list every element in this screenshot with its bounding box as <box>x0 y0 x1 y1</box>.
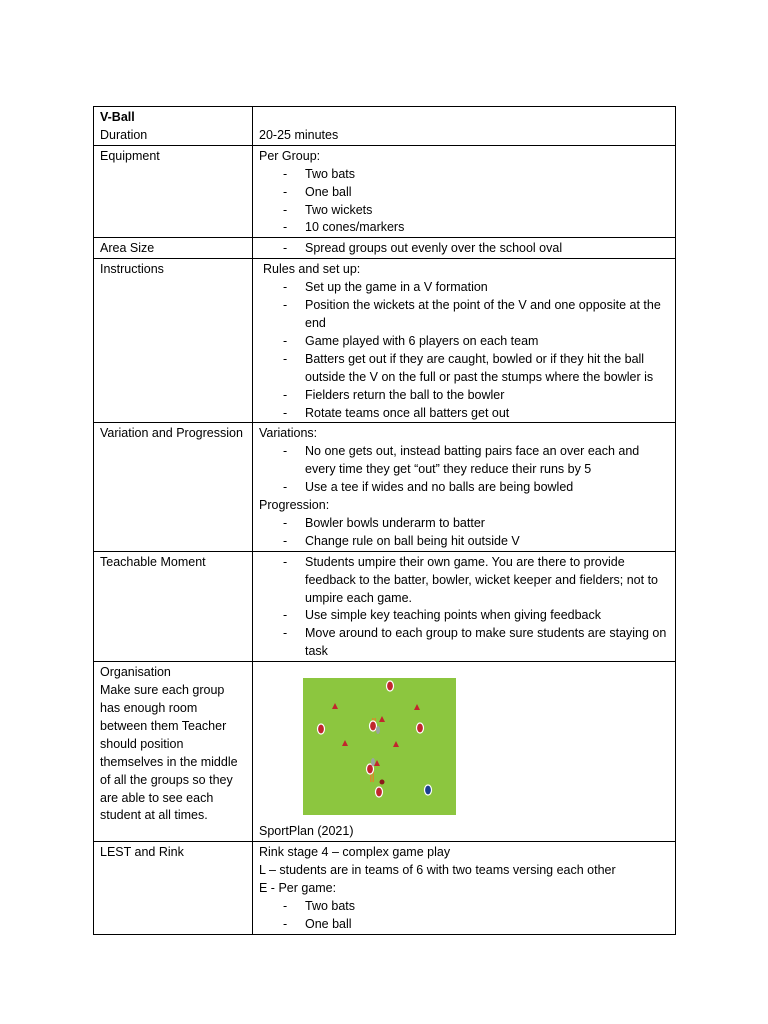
area-cell <box>253 238 676 259</box>
area-list <box>259 240 669 258</box>
row-title-label-cell <box>94 107 253 146</box>
lest-line: Rink stage 4 – complex game play <box>259 845 451 860</box>
instructions-heading: Rules and set up: <box>263 262 361 277</box>
list-item: - One ball <box>259 184 669 202</box>
teachable-cell <box>253 551 676 661</box>
progression-list <box>259 515 669 551</box>
organisation-cell <box>253 662 676 842</box>
row-area-size <box>94 238 676 259</box>
list-item: - Use simple key teaching points when giving feedback <box>259 607 669 625</box>
list-item: - Two bats <box>259 166 669 184</box>
lest-list <box>259 898 669 934</box>
organisation-text: Make sure each group has enough room between them Teacher should position themselves in the middle of all the groups so they are able to see each student at all times. <box>100 683 238 823</box>
player-icon <box>376 787 383 797</box>
player-icon <box>417 723 424 733</box>
teachable-label: Teachable Moment <box>94 551 253 661</box>
list-item: - Position the wickets at the point of the V and one opposite at the end <box>259 297 669 333</box>
list-item: - One ball <box>259 916 669 934</box>
list-item: - Change rule on ball being hit outside V <box>259 533 669 551</box>
organisation-label: Organisation <box>100 665 171 680</box>
instructions-cell <box>253 259 676 423</box>
list-item: - Game played with 6 players on each team <box>259 333 669 351</box>
duration-label: Duration <box>100 127 148 142</box>
organisation-label-cell <box>94 662 253 842</box>
row-organisation <box>94 662 676 842</box>
lest-line: E - Per game: <box>259 880 337 895</box>
player-icon <box>387 681 394 691</box>
list-item: - No one gets out, instead batting pairs face an over each and every time they get “out” they reduce their runs by 5 <box>259 443 669 479</box>
row-instructions <box>94 259 676 423</box>
equipment-label: Equipment <box>94 145 253 238</box>
player-icon <box>318 724 325 734</box>
instructions-label: Instructions <box>94 259 253 423</box>
variation-cell <box>253 423 676 551</box>
list-item: - Set up the game in a V formation <box>259 279 669 297</box>
title-spacer <box>259 109 669 127</box>
row-variation <box>94 423 676 551</box>
lest-line: L – students are in teams of 6 with two teams versing each other <box>259 863 616 877</box>
equipment-list <box>259 166 669 238</box>
player-icon <box>370 721 377 731</box>
list-item: - 10 cones/markers <box>259 219 669 237</box>
list-item: - Two bats <box>259 898 669 916</box>
activity-title: V-Ball <box>100 110 135 124</box>
variations-heading: Variations: <box>259 426 318 441</box>
row-title <box>94 107 676 146</box>
list-item: - Two wickets <box>259 202 669 220</box>
variations-list <box>259 443 669 497</box>
list-item: - Spread groups out evenly over the school oval <box>259 240 669 258</box>
row-lest-rink <box>94 842 676 935</box>
lest-label: LEST and Rink <box>94 842 253 935</box>
equipment-cell <box>253 145 676 238</box>
row-equipment <box>94 145 676 238</box>
batter-icon <box>371 758 375 766</box>
list-item: - Batters get out if they are caught, bowled or if they hit the ball outside the V on the full or past the stumps where the bowler is <box>259 351 669 387</box>
variation-label: Variation and Progression <box>94 423 253 551</box>
list-item: - Rotate teams once all batters get out <box>259 405 669 423</box>
fielder-blue-icon <box>425 785 432 795</box>
row-teachable-moment <box>94 551 676 661</box>
list-item: - Use a tee if wides and no balls are being bowled <box>259 479 669 497</box>
batter-icon <box>376 726 380 734</box>
teachable-list <box>259 554 669 661</box>
area-label: Area Size <box>94 238 253 259</box>
field-diagram <box>303 678 456 815</box>
instructions-list <box>259 279 669 422</box>
figure-caption: SportPlan (2021) <box>259 824 354 839</box>
list-item: - Move around to each group to make sure students are staying on task <box>259 625 669 661</box>
list-item: - Bowler bowls underarm to batter <box>259 515 669 533</box>
activity-table <box>93 106 676 935</box>
progression-heading: Progression: <box>259 498 330 513</box>
lest-cell <box>253 842 676 935</box>
ball-icon <box>380 780 385 785</box>
list-item: - Students umpire their own game. You are there to provide feedback to the batter, bowler, wicket keeper and fielders; not to umpire each game. <box>259 554 669 608</box>
list-item: - Fielders return the ball to the bowler <box>259 387 669 405</box>
row-title-value-cell <box>253 107 676 146</box>
equipment-heading: Per Group: <box>259 148 321 163</box>
duration-value: 20-25 minutes <box>259 127 339 142</box>
